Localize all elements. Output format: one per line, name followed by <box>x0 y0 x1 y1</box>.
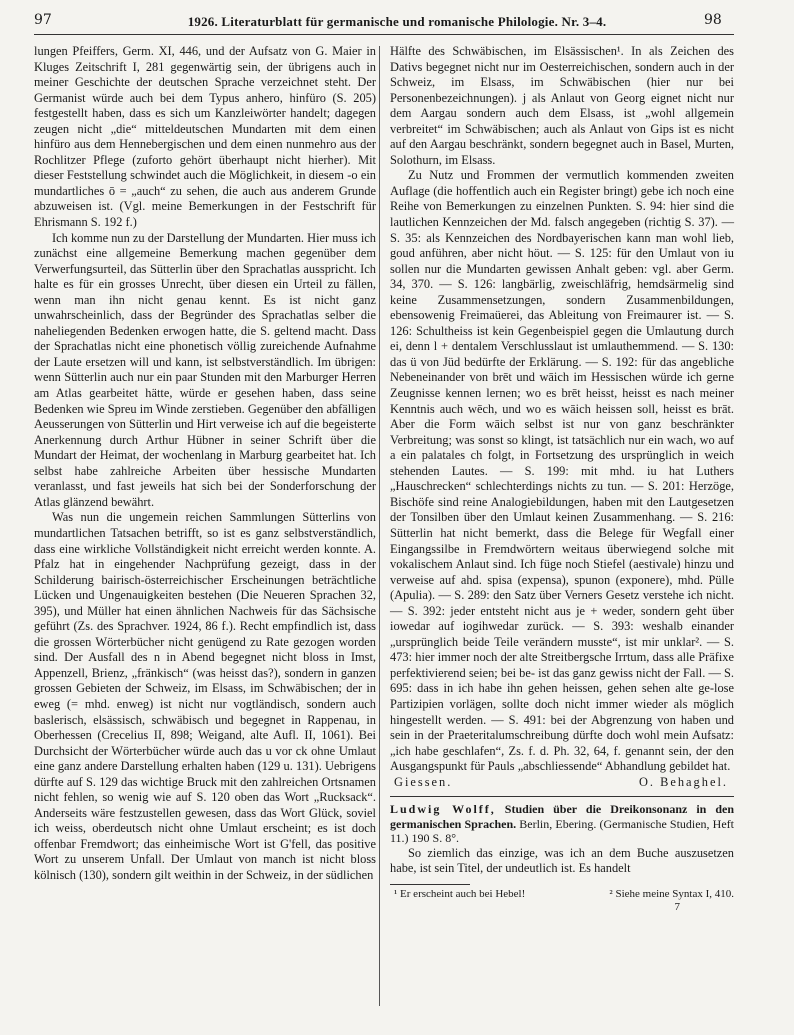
review-author: Ludwig Wolff, <box>390 802 496 817</box>
signature-name: O. Behaghel. <box>638 774 728 789</box>
review-heading <box>390 802 734 846</box>
paragraph: Was nun die ungemein reichen Sammlungen Sütterlins von mundartlichen Tatsachen betrifft, so ist es ganz selbstverständlich, dass eine wirkliche Vollständigkeit nicht erreicht werden konnte. A. Pfalz hat in eingehender Nachprüfung gezeigt, dass in der Schilderung bairisch-österreichischer Erscheinungen beträchtliche Lücken und Ungenauigkeiten bestehen (Die Neueren Sprachen 32, 395), und Müller hat einen ähnlichen Nachweis für das Sächsische geführt (Zs. des Sprachver. 1924, 86 f.). Recht empfindlich ist, dass die grossen Wörterbücher nicht genügend zu Rate gezogen worden sind. Der Ausfall des n in Abend begegnet nicht bloss in Imst, Appenzell, Brienz, „fränkisch“ (was heisst das?), sondern in ganzen grossen Gebieten der Schweiz, im Elsass, im Schwäbischen; der in eweg (= mhd. enweg) ist nicht nur vogtländisch, sondern auch baslerisch, elsässisch, schwäbisch und begegnet in Rappenau, in Oberhessen (Crecelius II, 898; Weigand, alte Aufl. II, 1061). Bei Durchsicht der Wörterbücher würde auch das u vor ck ohne Umlaut eine ganz andere Darstellung erhalten haben (129 u. 131). Uebrigens dürfte auf S. 129 das wichtige Bruck mit den zahlreichen Ortsnamen nicht fehlen, so wenig wie auf S. 120 oben das Wort „Rucksack“. Anderseits wäre festzustellen gewesen, dass das Wort Glück, soviel ich weiss, oberdeutsch nicht ohne Umlaut erscheint; es ist doch offenbar Fremdwort; das einheimische Wort ist G'fell, das positive Wort zu unserem Unfall. Der Umlaut von manch ist nicht bloss kölnisch (130), sondern gilt weithin in der Schweiz, in der südlichen <box>34 510 376 882</box>
column-divider <box>379 46 380 1006</box>
footnote: ² Siehe meine Syntax I, 410. <box>609 887 734 900</box>
review-opening: So ziemlich das einzige, was ich an dem Buche auszusetzen habe, ist sein Titel, der undeutlich ist. Es handelt <box>390 845 734 876</box>
footnote: ¹ Er erscheint auch bei Hebel! <box>394 887 526 900</box>
running-title: 1926. Literaturblatt für germanische und romanische Philologie. Nr. 3–4. <box>187 14 607 29</box>
paragraph: lungen Pfeiffers, Germ. XI, 446, und der Aufsatz von G. Maier in Kluges Zeitschrift I, 281 gegenwärtig sein, der übrigens auch in meiner Geschichte der deutschen Sprache verzeichnet steht. Der Germanist würde auch bei dem Typus anhero, hinfüro (S. 205) festgestellt haben, dass es sich um Kanzleiwörter handelt; dagegen zeugen nicht „die“ mitteldeutschen Mundarten mit dem einen hinfüro aus dem Hennebergischen und dem einen nunmehro aus der Rochlitzer Pflege (zuforto gehört überhaupt nicht hierher). Mit dieser Feststellung schwindet auch die Möglichkeit, in diesem -o ein mundartliches ō = „auch“ zu sehen, die auch aus anderem Grunde abzuweisen ist. (Vgl. meine Bemerkungen in der Festschrift für Ehrismann S. 192 f.) <box>34 44 376 230</box>
page-number-left: 97 <box>34 12 52 28</box>
signature-line <box>390 775 734 791</box>
footnotes <box>390 888 734 901</box>
review-imprint: Berlin, Ebering. (Germanische Studien, Heft 11.) 190 S. 8°. <box>390 816 735 846</box>
left-column <box>34 44 376 884</box>
right-column <box>390 44 734 914</box>
page-number-right: 98 <box>704 12 722 28</box>
signature-place: Giessen. <box>394 774 453 789</box>
footnote-rule <box>390 884 470 885</box>
sheet-number: 7 <box>674 900 680 913</box>
paragraph: Zu Nutz und Frommen der vermutlich kommenden zweiten Auflage (die hoffentlich auch ein Register bringt) gebe ich noch eine Reihe von Bemerkungen zu einzelnen Punkten. S. 94: hier sind die lautlichen Kennzeichen der Md. falsch angegeben (richtig S. 37). — S. 35: als Kennzeichen des Nordbayerischen kann man wohl lieb, goud anführen, aber nicht höut. — S. 125: für den Umlaut von iu sollen nur die Mundarten gewissen Anhalt geben: vgl. aber Germ. 34, 370. — S. 126: langbärlig, zweischläfrig, hemdsärmelig sind keine Zusammensetzungen, sondern Zusammenbildungen, ebensowenig Freimaüerei, das Ableitung von Freimaurer ist. — S. 126: Schultheiss ist kein Gegenbeispiel gegen die Umlautung durch ei, denn l + dentalem Verschlusslaut ist umlauthemmend. — S. 130: das ü von Jüd bedürfte der Erklärung. — S. 192: für das angebliche Nebeneinander von brēt und wāich im Hessischen würde ich gerne Zeugnisse kennen lernen; wo es brēt heisst, heisst es nach meiner Kenntnis auch wēch, und wo es wāich heissen soll, heisst es brāt. Aber die Form wāich selbst ist nur von ganz beschränkter Verbreitung; was sonst so klingt, ist tatsächlich nur ein wach, wo auf a ein palatales ch folgt, in Fortsetzung des ursprünglich in weich stehenden Lautes. — S. 199: mit mhd. iu hat Luthers „Hauschrecken“ schlechterdings nichts zu tun. — S. 201: Herzöge, Bischöfe sind reine Analogiebildungen, haben mit den Lautgesetzen der Tonsilben über den Umlaut keinen Zusammenhang. — S. 216: Sütterlin hat nicht bemerkt, dass die Belege für Wegfall einer Eingangssilbe in Fremdwörtern weitaus überwiegend solche mit vokalischem Anlaut sind. Ich füge noch Stiefel (aestivale) hinzu und verweise auf ahd. spisa (expensa), spunon (exponere), mhd. Pülle (Apulia). — S. 289: den Satz über Verners Gesetz verstehe ich nicht. — S. 392: jeder entsteht nicht aus je + weder, sondern geht über iowedar auf iogihwedar zurück. — S. 393: weshalb einander „ursprünglich beide Teile verändern musste“, ist mir unklar². — S. 473: hier immer noch der alte Streitbergsche Irrtum, dass alle Präfixe perfektivierend seien; bei be- ist das ganz gewiss nicht der Fall. — S. 695: dass in ich habe ihn gehen heissen, gehen sehen alte ge-lose Partizipien vorlägen, sollte doch nicht immer wieder als möglich hingestellt werden. — S. 491: bei der Abgrenzung von haben und sein in der Praeteritalumschreibung dürfte doch wohl mein Aufsatz: „ich habe geschlafen“, Zs. f. d. Ph. 32, 64, f. genannt sein, der den Ausgangspunkt für Pauls „abschliessende“ Abhandlung gebildet hat. <box>390 168 734 774</box>
paragraph: Hälfte des Schwäbischen, im Elsässischen¹. In als Zeichen des Dativs begegnet nicht nur im Oesterreichischen, sondern auch in der Schweiz, im Elsass, im Schwäbischen (hier nur bei Personenbezeichnungen). j als Anlaut von Georg eignet nicht nur dem Aargau sondern auch dem Elsass, ist „wohl allgemein verbreitet“ im Schwäbischen; auch als Anlaut von Gips ist es nicht auf den Aargau beschränkt, sondern begegnet auch in Basel, Murten, Solothurn, im Elsass. <box>390 44 734 167</box>
review-title: Studien über die Dreikonsonanz in den germanischen Sprachen. <box>390 802 735 831</box>
header-rule <box>34 34 734 35</box>
paragraph: Ich komme nun zu der Darstellung der Mundarten. Hier muss ich zunächst eine allgemeine Bemerkung machen gegenüber dem Verwerfungsurteil, das Sütterlin über den Sprachatlas ausspricht. Ich halte es für ein grosses Unrecht, über diesen ein Urteil zu fällen, wenn man ihn nicht genau kennt. Es ist nicht ganz unwahrscheinlich, dass der Begründer des Sprachatlas selber die naheliegenden Bedenken erwogen hatte, die S. geltend macht. Dass der Sprachatlas nicht eine phonetisch völlig zureichende Aufnahme der Laute ersetzen will und kann, ist selbstverständlich. Im übrigen: wenn Sütterlin auch nur ein paar Stunden mit den Marburger Herren am Atlas gearbeitet hätte, würde er gesehen haben, dass seine Bedenken wie Spreu im Winde zerstieben. Gegenüber den abfälligen Aeusserungen von Sütterlin und Hirt verweise ich auf die begeisterte Anerkennung durch Arthur Hübner in seiner Schrift über die Mundart der Heimat, der wochenlang in Marburg gearbeitet hat. Ich selbst habe zahlreiche Arbeiten über hessische Mundarten veranlasst, und fast jeweils hat sich bei der Sonderforschung der Atlas glänzend bewährt. <box>34 230 376 509</box>
section-rule <box>390 796 734 797</box>
